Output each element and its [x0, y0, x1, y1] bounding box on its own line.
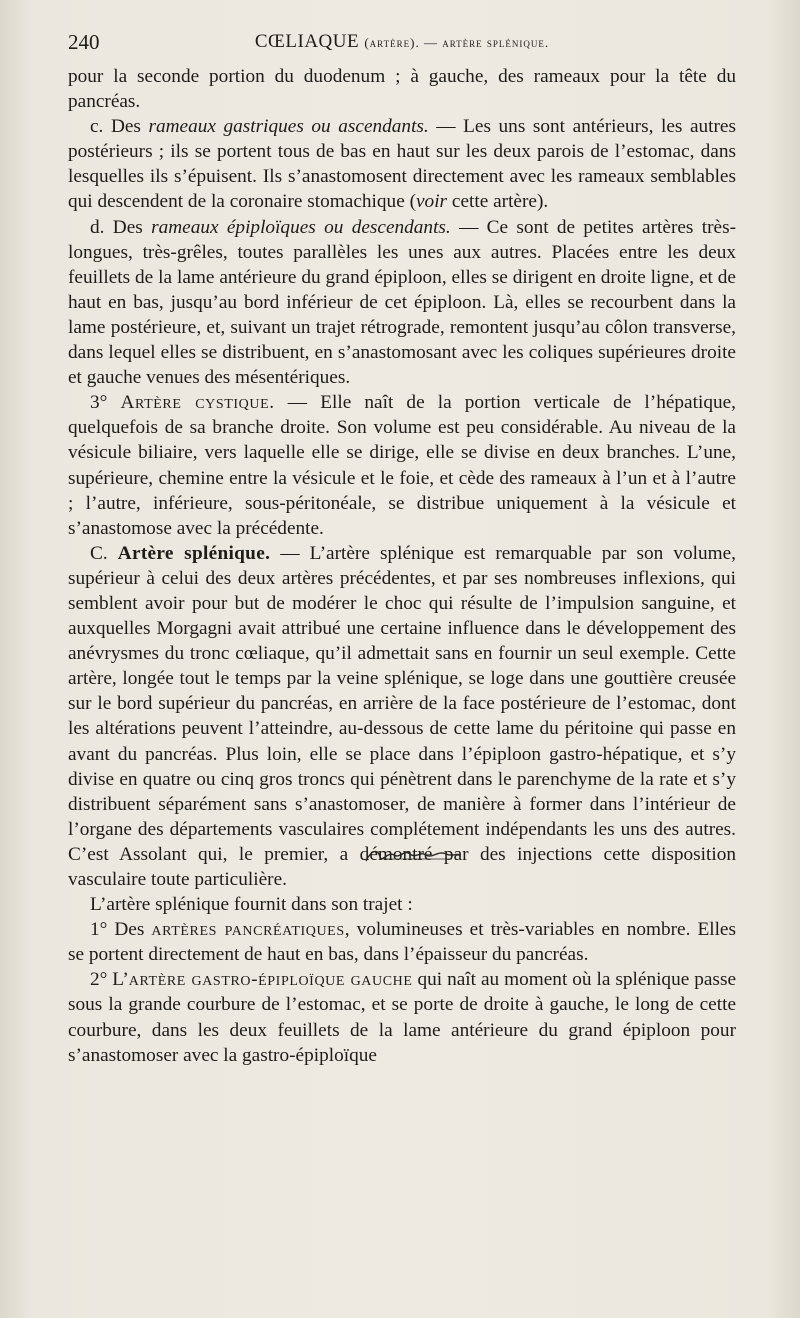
text-span: rameaux épiploïques ou descendants. [151, 216, 451, 238]
paragraph-p5 [68, 892, 736, 917]
text-span: artère gastro-épiploïque gauche [128, 969, 413, 991]
text-span: 3° [90, 392, 121, 414]
text-span: L’artère splénique fournit dans son trajet : [90, 894, 413, 916]
running-title-main: CŒLIAQUE [254, 31, 365, 52]
text-span: rameaux gastriques ou ascendants. [148, 116, 429, 138]
text-span: artères pancréatiques [151, 919, 345, 941]
text-span: c. [90, 116, 111, 138]
text-span: cette artère). [447, 191, 549, 213]
text-span: Artère cystique. [120, 392, 275, 414]
handwritten-correction [362, 845, 462, 867]
paragraph-p7 [68, 967, 736, 1067]
text-span: — Ce sont de petites artères très-longues, très-grêles, toutes parallèles les unes aux autres. Placées entre les deux feuillets de la lame antérieure du grand épiploon, elles se dirigent en droite ligne, et de haut en bas, jusqu’au bord inférieur de cet épiploon. Là, elles se recourbent dans la lame postérieure, et, suivant un trajet rétrograde, remontent jusqu’au côlon transverse, dans lequel elles se distribuent, en s’anastomosant avec les coliques supérieures droite et gauche venues des mésentériques. [68, 216, 737, 389]
running-title [68, 31, 736, 53]
body-text [68, 64, 736, 1068]
paragraph-p3 [68, 390, 736, 541]
text-span: voir [416, 191, 448, 213]
text-span: qui naît au moment où la splénique passe sous la grande courbure de l’estomac, et se porte de droite à gauche, le long de cette courbure, dans les deux feuillets de la lame antérieure du grand épiploon pour s’anastomoser avec la gastro-épiploïque [68, 969, 736, 1066]
running-title-subtitle: (artère). — artère splénique. [364, 35, 550, 50]
page-header [68, 30, 736, 64]
text-span: — Elle naît de la portion verticale de l’hépatique, quelquefois de sa branche droite. Son volume est peu considérable. Au niveau de la vésicule biliaire, vers laquelle elle se dirige, elle se divise en deux branches. L’une, supérieure, chemine entre la vésicule et le foie, et cède des rameaux à l’un et à l’autre ; l’autre, inférieure, sous-péritonéale, se distribue uniquement à la vésicule et s’anastomose avec la précédente. [68, 392, 736, 539]
paragraph-p1 [68, 114, 736, 214]
paragraph-p4 [68, 541, 736, 892]
page-number: 240 [68, 30, 100, 54]
text-span: 1° Des [90, 919, 152, 941]
text-span: pour la seconde portion du duodenum ; à gauche, des rameaux pour la tête du pancréas. [68, 66, 736, 113]
paragraph-p2 [68, 215, 736, 391]
text-span: Des [110, 116, 149, 138]
text-span: C. [90, 542, 118, 564]
text-span: , volumineuses et très-variables en nombre. Elles se portent directement de haut en bas, dans l’épaisseur du pancréas. [68, 919, 736, 966]
text-span: — Les uns sont antérieurs, les autres postérieurs ; ils se portent tous de bas en haut sur les deux parois de l’estomac, dans lesquelles ils s’épuisent. Ils s’anastomosent directement avec les rameaux semblables qui descendent de la coronaire stomachique ( [68, 116, 736, 213]
text-span: d. Des [90, 216, 152, 238]
text-span: — L’artère splénique est remarquable par son volume, supérieur à celui des deux artères précédentes, et par ses nombreuses inflexions, qui semblent avoir pour but de modérer le choc qui résulte de l’impulsion sanguine, et auxquelles Morgagni avait attribué une certaine influence dans le développement des anévrysmes du tronc cœliaque, qu’il admettait sans en fournir un seul exemple. Cette artère, longée tout le temps par la veine splénique, se loge dans une gouttière creusée sur le bord supérieur du pancréas, en arrière de la face postérieure de l’estomac, dont les altérations peuvent l’atteindre, au-dessous de cette lame du péritoine qui passe en avant du pancréas. Plus loin, elle se place dans l’épiploon gastro-hépatique, et s’y divise en quatre ou cinq gros troncs qui pénètrent dans le parenchyme de la rate et s’y distribuent séparément sans s’anastomoser, de manière à former dans l’intérieur de l’organe des départements vasculaires complétement indépendants les uns des autres. C’est Assolant qui, le premier, a démontré par des injections cette disposition vasculaire toute particulière. [68, 542, 736, 890]
paragraph-p6 [68, 917, 736, 967]
text-span: Artère splénique. [117, 542, 271, 564]
text-span: 2° L’ [90, 969, 129, 991]
paragraph-p0 [68, 64, 736, 114]
